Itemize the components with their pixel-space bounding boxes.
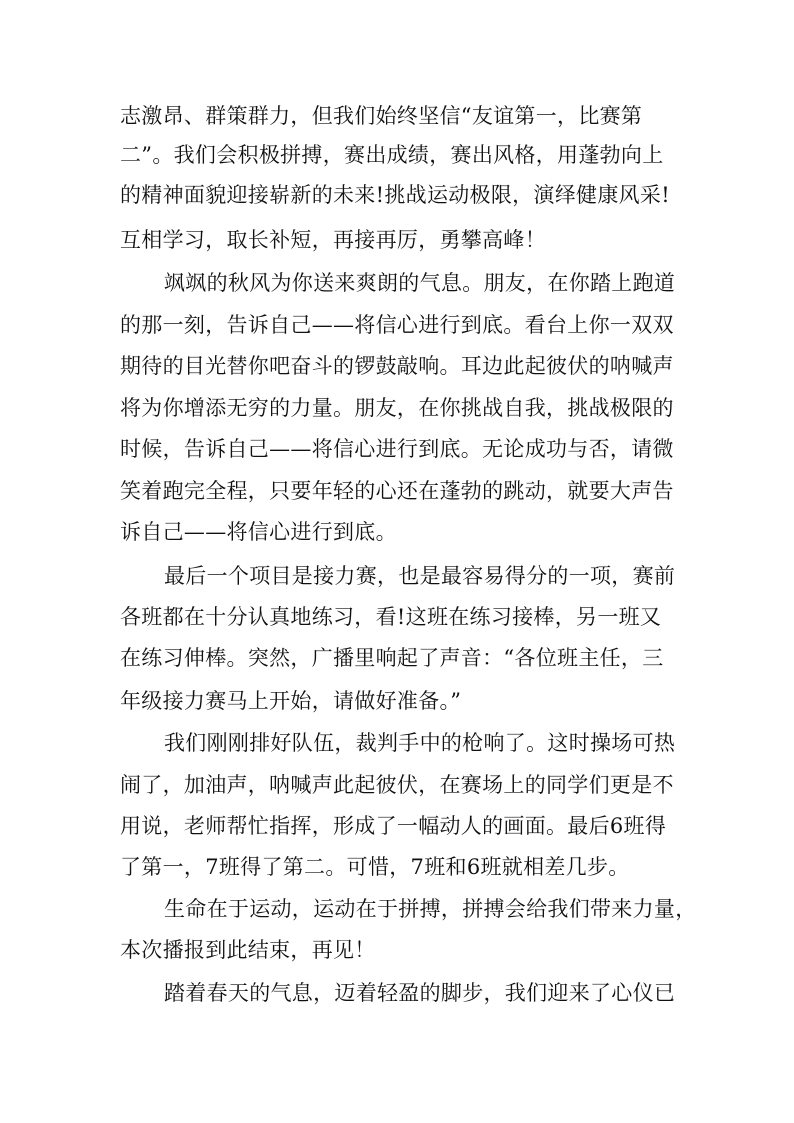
text-line: 用说，老师帮忙指挥，形成了一幅动人的画面。最后6班得 [120, 814, 667, 838]
text-line: 时候，告诉自己——将信心进行到底。无论成功与否，请微 [120, 437, 674, 461]
text-line: 在练习伸棒。突然，广播里响起了声音：“各位班主任，三 [120, 646, 664, 670]
text-line: 期待的目光替你吧奋斗的锣鼓敲响。耳边此起彼伏的呐喊声 [120, 354, 674, 378]
text-line: 年级接力赛马上开始，请做好准备。” [120, 689, 462, 713]
text-line: 笑着跑完全程，只要年轻的心还在蓬勃的跳动，就要大声告 [120, 479, 674, 503]
text-line: 闹了，加油声，呐喊声此起彼伏，在赛场上的同学们更是不 [120, 773, 674, 797]
text-line: 互相学习，取长补短，再接再厉，勇攀高峰！ [120, 228, 546, 252]
text-line: 生命在于运动，运动在于拼搏，拼搏会给我们带来力量， [164, 897, 697, 921]
text-line: 了第一，7班得了第二。可惜，7班和6班就相差几步。 [120, 855, 630, 879]
text-line: 的精神面貌迎接崭新的未来!挑战运动极限，演绎健康风采! [120, 183, 670, 207]
text-line: 本次播报到此结束，再见！ [120, 938, 376, 962]
text-line: 踏着春天的气息，迈着轻盈的脚步，我们迎来了心仪已 [164, 981, 676, 1005]
text-line: 的那一刻，告诉自己——将信心进行到底。看台上你一双双 [120, 313, 674, 337]
text-line: 飒飒的秋风为你送来爽朗的气息。朋友，在你踏上跑道 [164, 271, 676, 295]
text-line: 将为你增添无穷的力量。朋友，在你挑战自我，挑战极限的 [120, 396, 674, 420]
text-line: 二”。我们会积极拼搏，赛出成绩，赛出风格，用蓬勃向上 [120, 143, 664, 167]
text-line: 我们刚刚排好队伍，裁判手中的枪响了。这时操场可热 [164, 731, 676, 755]
text-line: 志激昂、群策群力，但我们始终坚信“友谊第一，比赛第 [120, 104, 643, 128]
text-line: 最后一个项目是接力赛，也是最容易得分的一项，赛前 [164, 564, 676, 588]
text-line: 各班都在十分认真地练习，看!这班在练习接棒，另一班又 [120, 605, 662, 629]
text-line: 诉自己——将信心进行到底。 [120, 520, 397, 544]
